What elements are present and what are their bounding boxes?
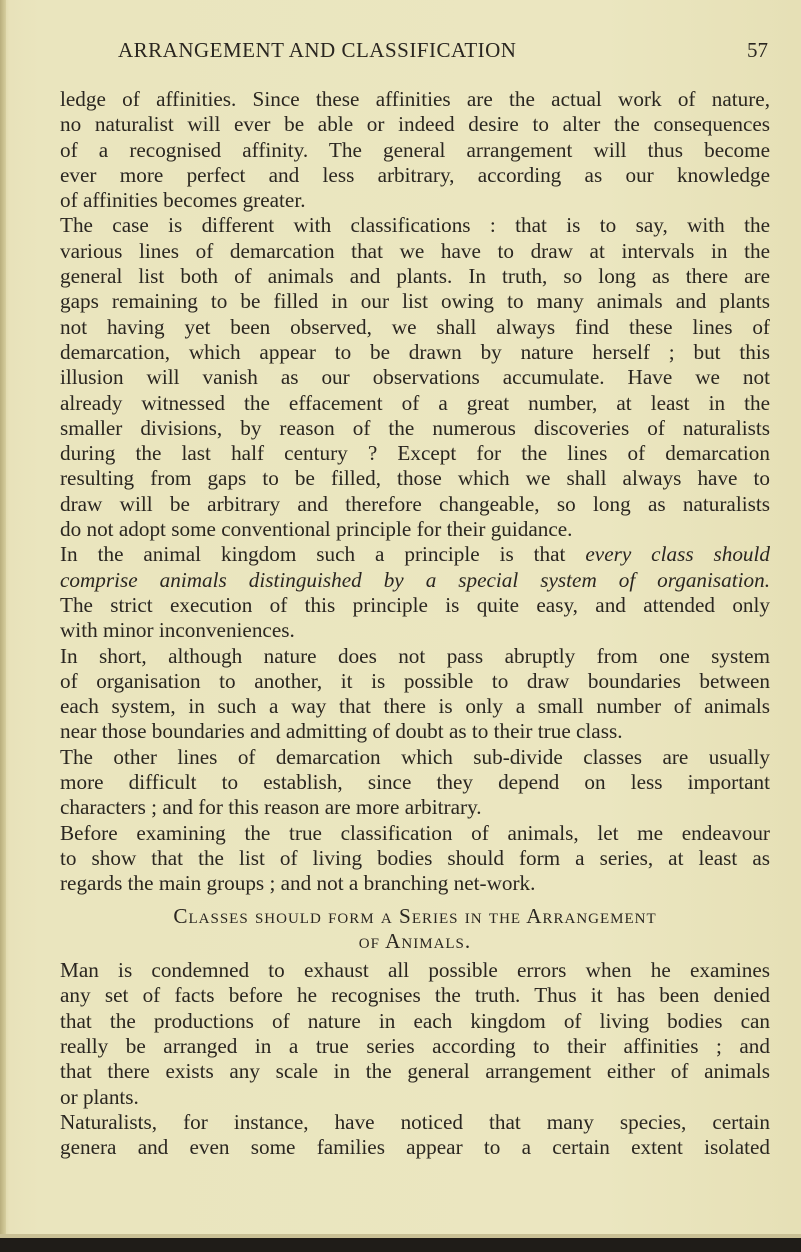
text-line: ever more perfect and less arbitrary, according as our knowledge [60, 162, 770, 187]
italic-run: comprise animals distinguished by a special system of organisation. [60, 567, 770, 592]
text-line: characters ; and for this reason are more arbitrary. [60, 795, 482, 820]
text-line: or plants. [60, 1084, 139, 1109]
text-run: In the animal kingdom such a principle is that [60, 542, 566, 567]
text-line-italic [60, 568, 770, 593]
text-line: genera and even some families appear to a certain extent isolated [60, 1135, 770, 1160]
spacer [60, 897, 770, 904]
page-binding-edge [0, 0, 6, 1252]
text-line: demarcation, which appear to be drawn by nature herself ; but this [60, 339, 770, 364]
text-line: near those boundaries and admitting of doubt as to their true class. [60, 719, 623, 744]
text-line: Man is condemned to exhaust all possible errors when he examines [60, 958, 770, 983]
text-line: each system, in such a way that there is only a small number of animals [60, 694, 770, 719]
text-line-mixed [60, 542, 770, 567]
text-line: with minor inconveniences. [60, 618, 295, 643]
section-heading-line-1: Classes should form a Series in the Arrangement [173, 903, 657, 928]
text-line: that the productions of nature in each kingdom of living bodies can [60, 1008, 770, 1033]
italic-run: every class should [585, 542, 771, 567]
text-line: of organisation to another, it is possible to draw boundaries between [60, 668, 770, 693]
text-line: general list both of animals and plants. In truth, so long as there are [60, 264, 770, 289]
text-line: already witnessed the effacement of a great number, at least in the [60, 390, 770, 415]
text-line: no naturalist will ever be able or indeed desire to alter the consequences [60, 112, 770, 137]
text-line: of a recognised affinity. The general arrangement will thus become [60, 137, 770, 162]
text-line: more difficult to establish, since they depend on less important [60, 770, 770, 795]
text-line: during the last half century ? Except for the lines of demarcation [60, 441, 770, 466]
page-header [118, 38, 768, 70]
text-line: gaps remaining to be filled in our list owing to many animals and plants [60, 289, 770, 314]
text-line: do not adopt some conventional principle for their guidance. [60, 517, 573, 542]
text-line: any set of facts before he recognises the truth. Thus it has been denied [60, 983, 770, 1008]
text-line: ledge of affinities. Since these affinities are the actual work of nature, [60, 87, 770, 111]
body-text [60, 87, 770, 1160]
text-line: illusion will vanish as our observations accumulate. Have we not [60, 365, 770, 390]
section-heading-line-2: of Animals. [358, 928, 472, 953]
page-bottom-edge [0, 1238, 801, 1252]
text-line: really be arranged in a true series according to their affinities ; and [60, 1033, 770, 1058]
text-line: Before examining the true classification of animals, let me endeavour [60, 820, 770, 845]
text-line: that there exists any scale in the general arrangement either of animals [60, 1059, 770, 1084]
text-line: In short, although nature does not pass abruptly from one system [60, 643, 770, 668]
text-line: The case is different with classifications : that is to say, with the [60, 213, 770, 238]
text-line: Naturalists, for instance, have noticed that many species, certain [60, 1109, 770, 1134]
text-line: resulting from gaps to be filled, those which we shall always have to [60, 466, 770, 491]
running-title: ARRANGEMENT AND CLASSIFICATION [118, 38, 517, 62]
text-line: various lines of demarcation that we have to draw at intervals in the [60, 238, 770, 263]
text-line: not having yet been observed, we shall always find these lines of [60, 314, 770, 339]
text-line: of affinities becomes greater. [60, 188, 306, 213]
text-line: draw will be arbitrary and therefore changeable, so long as naturalists [60, 491, 770, 516]
text-line: to show that the list of living bodies should form a series, at least as [60, 845, 770, 870]
text-line: The other lines of demarcation which sub-divide classes are usually [60, 744, 770, 769]
text-line: smaller divisions, by reason of the numerous discoveries of naturalists [60, 415, 770, 440]
text-line: regards the main groups ; and not a branching net-work. [60, 871, 536, 896]
page-number: 57 [747, 38, 768, 62]
text-line: The strict execution of this principle is quite easy, and attended only [60, 592, 770, 617]
